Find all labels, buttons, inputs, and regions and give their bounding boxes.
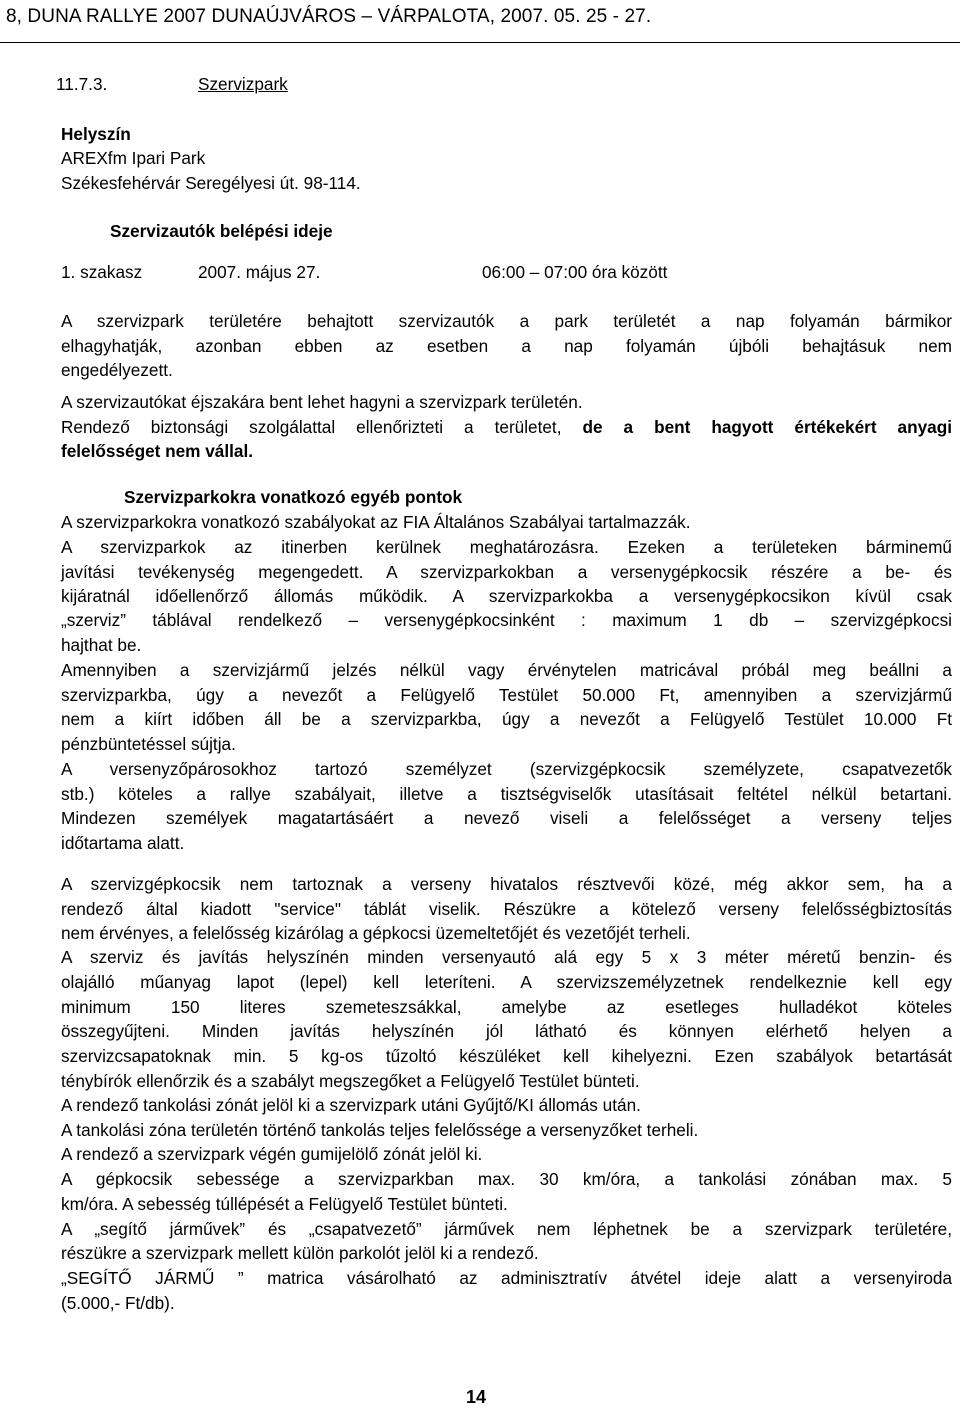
rules-line: rendező által kiadott "service" táblát viselik. Részükre a kötelező verseny felelősségbiztosítás <box>61 899 952 919</box>
rules-line: km/óra. A sebesség túllépését a Felügyelő Testület bünteti. <box>61 1194 508 1214</box>
other-line: szervizparkba, úgy a nevezőt a Felügyelő Testület 50.000 Ft, amennyiben a szervizjármű <box>61 685 952 705</box>
rules-line: olajálló műanyag lapot (lepel) kell leteríteni. A szervizszemélyzetnek rendelkeznie kell egy <box>61 972 952 992</box>
rules-line: A rendező tankolási zónát jelöl ki a szervizpark utáni Gyűjtő/KI állomás után. <box>61 1095 641 1115</box>
other-line: „szerviz” táblával rendelkező – versenygépkocsinként : maximum 1 db – szervizgépkocsi <box>61 610 952 630</box>
other-line: A szervizparkok az itinerben kerülnek meghatározásra. Ezeken a területeken bárminemű <box>61 537 952 557</box>
paragraph-line: elhagyhatják, azonban ebben az esetben a nap folyamán újbóli behajtásuk nem <box>61 336 952 356</box>
rules-line: A szerviz és javítás helyszínén minden versenyautó alá egy 5 x 3 méter méretű benzin- és <box>61 947 952 967</box>
entry-date: 2007. május 27. <box>198 262 321 282</box>
page-number: 14 <box>466 1387 487 1407</box>
other-line: A szervizparkokra vonatkozó szabályokat az FIA Általános Szabályai tartalmazzák. <box>61 512 691 532</box>
rules-line: szervizcsapatoknak min. 5 kg-os tűzoltó készüléket kell kihelyezni. Ezen szabályok betartását <box>61 1046 952 1066</box>
paragraph-bold-text: de a bent hagyott értékekért anyagi <box>582 417 952 437</box>
header-title: 8, DUNA RALLYE 2007 DUNAÚJVÁROS – VÁRPALOTA, 2007. 05. 25 - 27. <box>6 6 652 27</box>
location-line-2: Székesfehérvár Seregélyesi út. 98-114. <box>61 173 361 193</box>
entry-heading: Szervizautók belépési ideje <box>110 221 333 241</box>
paragraph-line: A szervizpark területére behajtott szervizautók a park területét a nap folyamán bármikor <box>61 311 952 331</box>
paragraph-line-mixed <box>61 415 952 439</box>
other-heading: Szervizparkokra vonatkozó egyéb pontok <box>124 487 463 507</box>
other-line: A versenyzőpárosokhoz tartozó személyzet (szervizgépkocsik személyzete, csapatvezetők <box>61 759 952 779</box>
other-line: időtartama alatt. <box>61 833 185 853</box>
rules-line: részükre a szervizpark mellett külön parkolót jelöl ki a rendező. <box>61 1243 539 1263</box>
rules-line: A rendező a szervizpark végén gumijelölő zónát jelöl ki. <box>61 1144 483 1164</box>
location-line-1: AREXfm Ipari Park <box>61 148 206 168</box>
rules-line: (5.000,- Ft/db). <box>61 1293 175 1313</box>
other-line: kijáratnál időellenőrző állomás működik. A szervizparkokba a versenygépkocsikon kívül csak <box>61 586 952 606</box>
paragraph-text: Rendező biztonsági szolgálattal ellenőrizteti a területet, <box>61 417 562 437</box>
paragraph-line: A szervizautókat éjszakára bent lehet hagyni a szervizpark területén. <box>61 392 583 412</box>
entry-time: 06:00 – 07:00 óra között <box>482 262 668 282</box>
rules-line: összegyűjteni. Minden javítás helyszínén jól látható és könnyen elérhető helyen a <box>61 1021 952 1041</box>
other-line: pénzbüntetéssel sújtja. <box>61 734 236 754</box>
rules-line: nem érvényes, a felelősség kizárólag a gépkocsi üzemeltetőjét és vezetőjét terheli. <box>61 923 691 943</box>
other-line: stb.) köteles a rallye szabályait, illetve a tisztségviselők utasításait feltétel nélkül betartani. <box>61 784 952 804</box>
rules-line: A gépkocsik sebessége a szervizparkban max. 30 km/óra, a tankolási zónában max. 5 <box>61 1169 952 1189</box>
page-header <box>0 0 960 43</box>
rules-line: A tankolási zóna területén történő tankolás teljes felelőssége a versenyzőket terheli. <box>61 1120 699 1140</box>
other-line: Mindezen személyek magatartásáért a nevező viseli a felelősséget a verseny teljes <box>61 808 952 828</box>
location-heading: Helyszín <box>61 124 131 144</box>
rules-line: minimum 150 literes szemeteszsákkal, amelybe az esetleges hulladékot köteles <box>61 997 952 1017</box>
rules-line: ténybírók ellenőrzik és a szabályt megszegőket a Felügyelő Testület bünteti. <box>61 1071 640 1091</box>
entry-stage: 1. szakasz <box>61 262 143 282</box>
rules-line: „SEGÍTŐ JÁRMŰ ” matrica vásárolható az adminisztratív átvétel ideje alatt a versenyiroda <box>61 1268 952 1288</box>
rules-line: A szervizgépkocsik nem tartoznak a verseny hivatalos résztvevői közé, még akkor sem, ha a <box>61 874 952 894</box>
section-title: Szervizpark <box>198 74 288 94</box>
other-line: Amennyiben a szervizjármű jelzés nélkül vagy érvénytelen matricával próbál meg beállni a <box>61 660 952 680</box>
section-number: 11.7.3. <box>56 74 108 94</box>
other-line: javítási tevékenység megengedett. A szervizparkokban a versenygépkocsik részére a be- és <box>61 562 952 582</box>
other-line: hajthat be. <box>61 635 142 655</box>
paragraph-line: engedélyezett. <box>61 360 173 380</box>
other-line: nem a kiírt időben áll be a szervizparkba, úgy a nevezőt a Felügyelő Testület 10.000 Ft <box>61 709 952 729</box>
paragraph-bold-line: felelősséget nem vállal. <box>61 441 254 461</box>
rules-line: A „segítő járművek” és „csapatvezető” járművek nem léphetnek be a szervizpark területére, <box>61 1219 952 1239</box>
